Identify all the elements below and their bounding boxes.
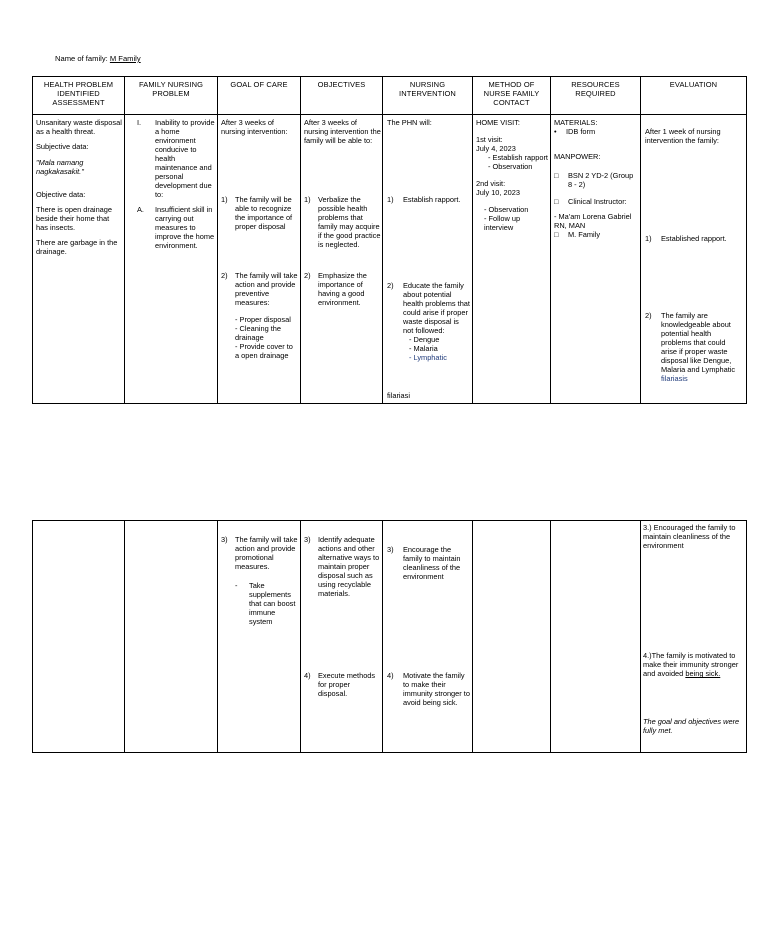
manpower-label: MANPOWER: — [554, 152, 601, 162]
checkbox-icon: □ — [554, 230, 559, 240]
col-header-objectives: OBJECTIVES — [301, 77, 383, 115]
disease-item: - Dengue — [409, 335, 440, 345]
disease-item: - Malaria — [409, 344, 438, 354]
objective-2-number: 2) — [304, 271, 311, 280]
resources-cell — [551, 115, 641, 404]
intervention-4-number: 4) — [387, 671, 394, 680]
col-header-contact: METHOD OF NURSE FAMILY CONTACT — [473, 77, 551, 115]
evaluation-2-number: 2) — [645, 311, 652, 320]
intervention-1-number: 1) — [387, 195, 394, 204]
intervention-2-text: Educate the family about potential health problems that could arise if proper waste disposal is not followed: — [403, 281, 470, 336]
evaluation-4-tail: being sick. — [685, 669, 721, 679]
col-header-resources: RESOURCES REQUIRED — [551, 77, 641, 115]
material-item: IDB form — [566, 127, 596, 137]
nursing-problem-cell — [125, 521, 218, 753]
goal-2-item: - Provide cover to a open drainage — [235, 342, 293, 361]
home-visit-title: HOME VISIT: — [476, 118, 520, 127]
evaluation-cell — [641, 521, 747, 753]
objectives-cell — [301, 115, 383, 404]
intervention-2-number: 2) — [387, 281, 394, 290]
objectives-intro: After 3 weeks of nursing intervention the family will be able to: — [304, 118, 381, 146]
objective-label: Objective data: — [36, 190, 86, 200]
goal-3-item: Take supplements that can boost immune system — [249, 581, 296, 627]
manpower-item-1: BSN 2 YD-2 (Group 8 - 2) — [568, 171, 634, 190]
evaluation-2-tail: filariasis — [661, 374, 688, 384]
assessment-cell — [33, 521, 125, 753]
second-visit-label: 2nd visit: — [476, 179, 506, 189]
objectives-cell — [301, 521, 383, 753]
goal-cell — [218, 115, 301, 404]
family-name: M Family — [109, 54, 141, 63]
health-problem-text: Unsanitary waste disposal as a health threat. — [36, 118, 122, 137]
header-row — [33, 77, 747, 115]
second-visit-item: - Follow up interview — [484, 214, 521, 233]
objective-data-2: There are garbage in the drainage. — [36, 238, 118, 257]
content-row — [33, 115, 747, 404]
col-header-intervention: NURSING INTERVENTION — [383, 77, 473, 115]
evaluation-2-text: The family are knowledgeable about potential health problems that could arise if proper waste disposal like Dengue, Malaria and Lymphatic — [661, 311, 736, 375]
materials-label: MATERIALS: — [554, 118, 598, 127]
resources-cell — [551, 521, 641, 753]
intervention-3-number: 3) — [387, 545, 394, 554]
evaluation-1-number: 1) — [645, 234, 652, 243]
sub-problem-text: Insufficient skill in carrying out measures to improve the home environment. — [155, 205, 215, 251]
care-plan-table-page-2 — [32, 520, 747, 753]
evaluation-3-text: 3.) Encouraged the family to maintain cleanliness of the environment — [643, 523, 736, 551]
objective-3-text: Identify adequate actions and other alternative ways to maintain proper disposal such as using recyclable materials. — [318, 535, 380, 599]
problem-number: I. — [137, 118, 142, 127]
col-header-goal: GOAL OF CARE — [218, 77, 301, 115]
first-visit-item: - Observation — [488, 162, 533, 172]
evaluation-4-text: 4.)The family is motivated to make their immunity stronger and avoided — [643, 651, 739, 679]
disease-item: - Lymphatic — [409, 353, 447, 363]
problem-title: Inability to provide a home environment conducive to health maintenance and personal development due to: — [155, 118, 215, 200]
intervention-cell — [383, 115, 473, 404]
manpower-item-3: M. Family — [568, 230, 601, 240]
content-row — [33, 521, 747, 753]
clinical-instructor-name: - Ma'am Lorena Gabriel RN, MAN — [554, 212, 632, 231]
goal-3-dash: - — [235, 581, 238, 591]
intervention-3-text: Encourage the family to maintain cleanliness of the environment — [403, 545, 461, 582]
intervention-2-tail: filariasi — [387, 391, 410, 400]
goal-2-item: - Cleaning the drainage — [235, 324, 282, 343]
evaluation-intro: After 1 week of nursing intervention the family: — [645, 127, 721, 146]
checkbox-icon: □ — [554, 171, 559, 181]
assessment-cell — [33, 115, 125, 404]
goal-2-number: 2) — [221, 271, 228, 280]
goal-1-number: 1) — [221, 195, 228, 204]
nursing-problem-cell — [125, 115, 218, 404]
contact-cell — [473, 521, 551, 753]
contact-cell — [473, 115, 551, 404]
objective-4-number: 4) — [304, 671, 311, 680]
objective-1-text: Verbalize the possible health problems that family may acquire if the good practice is neglected. — [318, 195, 381, 250]
goal-1-text: The family will be able to recognize the importance of proper disposal — [235, 195, 293, 232]
subjective-label: Subjective data: — [36, 142, 89, 152]
goal-3-number: 3) — [221, 535, 228, 544]
col-header-nursing-problem: FAMILY NURSING PROBLEM — [125, 77, 218, 115]
col-header-assessment: HEALTH PROBLEM IDENTIFIED ASSESSMENT — [33, 77, 125, 115]
goal-3-text: The family will take action and provide promotional measures. — [235, 535, 298, 572]
intervention-intro: The PHN will: — [387, 118, 432, 127]
care-plan-table-page-1 — [32, 76, 747, 404]
second-visit-date: July 10, 2023 — [476, 188, 520, 198]
family-name-line — [55, 54, 141, 63]
sub-problem-letter: A. — [137, 205, 144, 215]
evaluation-1-text: Established rapport. — [661, 234, 727, 243]
intervention-4-text: Motivate the family to make their immunity stronger to avoid being sick. — [403, 671, 470, 708]
family-label: Name of family: — [55, 54, 108, 63]
intervention-cell — [383, 521, 473, 753]
evaluation-cell — [641, 115, 747, 404]
first-visit-item: - Establish rapport — [488, 153, 548, 163]
intervention-1-text: Establish rapport. — [403, 195, 461, 204]
objective-1-number: 1) — [304, 195, 311, 204]
col-header-evaluation: EVALUATION — [641, 77, 747, 115]
second-visit-item: - Observation — [484, 205, 529, 215]
objective-4-text: Execute methods for proper disposal. — [318, 671, 376, 699]
evaluation-final: The goal and objectives were fully met. — [643, 717, 740, 736]
manpower-item-2: Clinical Instructor: — [568, 197, 627, 207]
subjective-quote: "Mala namang nagkakasakit." — [36, 158, 84, 177]
objective-3-number: 3) — [304, 535, 311, 544]
bullet-icon: • — [554, 127, 557, 137]
goal-2-item: - Proper disposal — [235, 315, 291, 325]
objective-data-1: There is open drainage beside their home that has insects. — [36, 205, 113, 233]
checkbox-icon: □ — [554, 197, 559, 207]
first-visit-date: July 4, 2023 — [476, 144, 516, 154]
goal-intro: After 3 weeks of nursing intervention: — [221, 118, 288, 137]
goal-2-text: The family will take action and provide preventive measures: — [235, 271, 298, 308]
first-visit-label: 1st visit: — [476, 135, 503, 145]
goal-cell — [218, 521, 301, 753]
objective-2-text: Emphasize the importance of having a good environment. — [318, 271, 367, 308]
